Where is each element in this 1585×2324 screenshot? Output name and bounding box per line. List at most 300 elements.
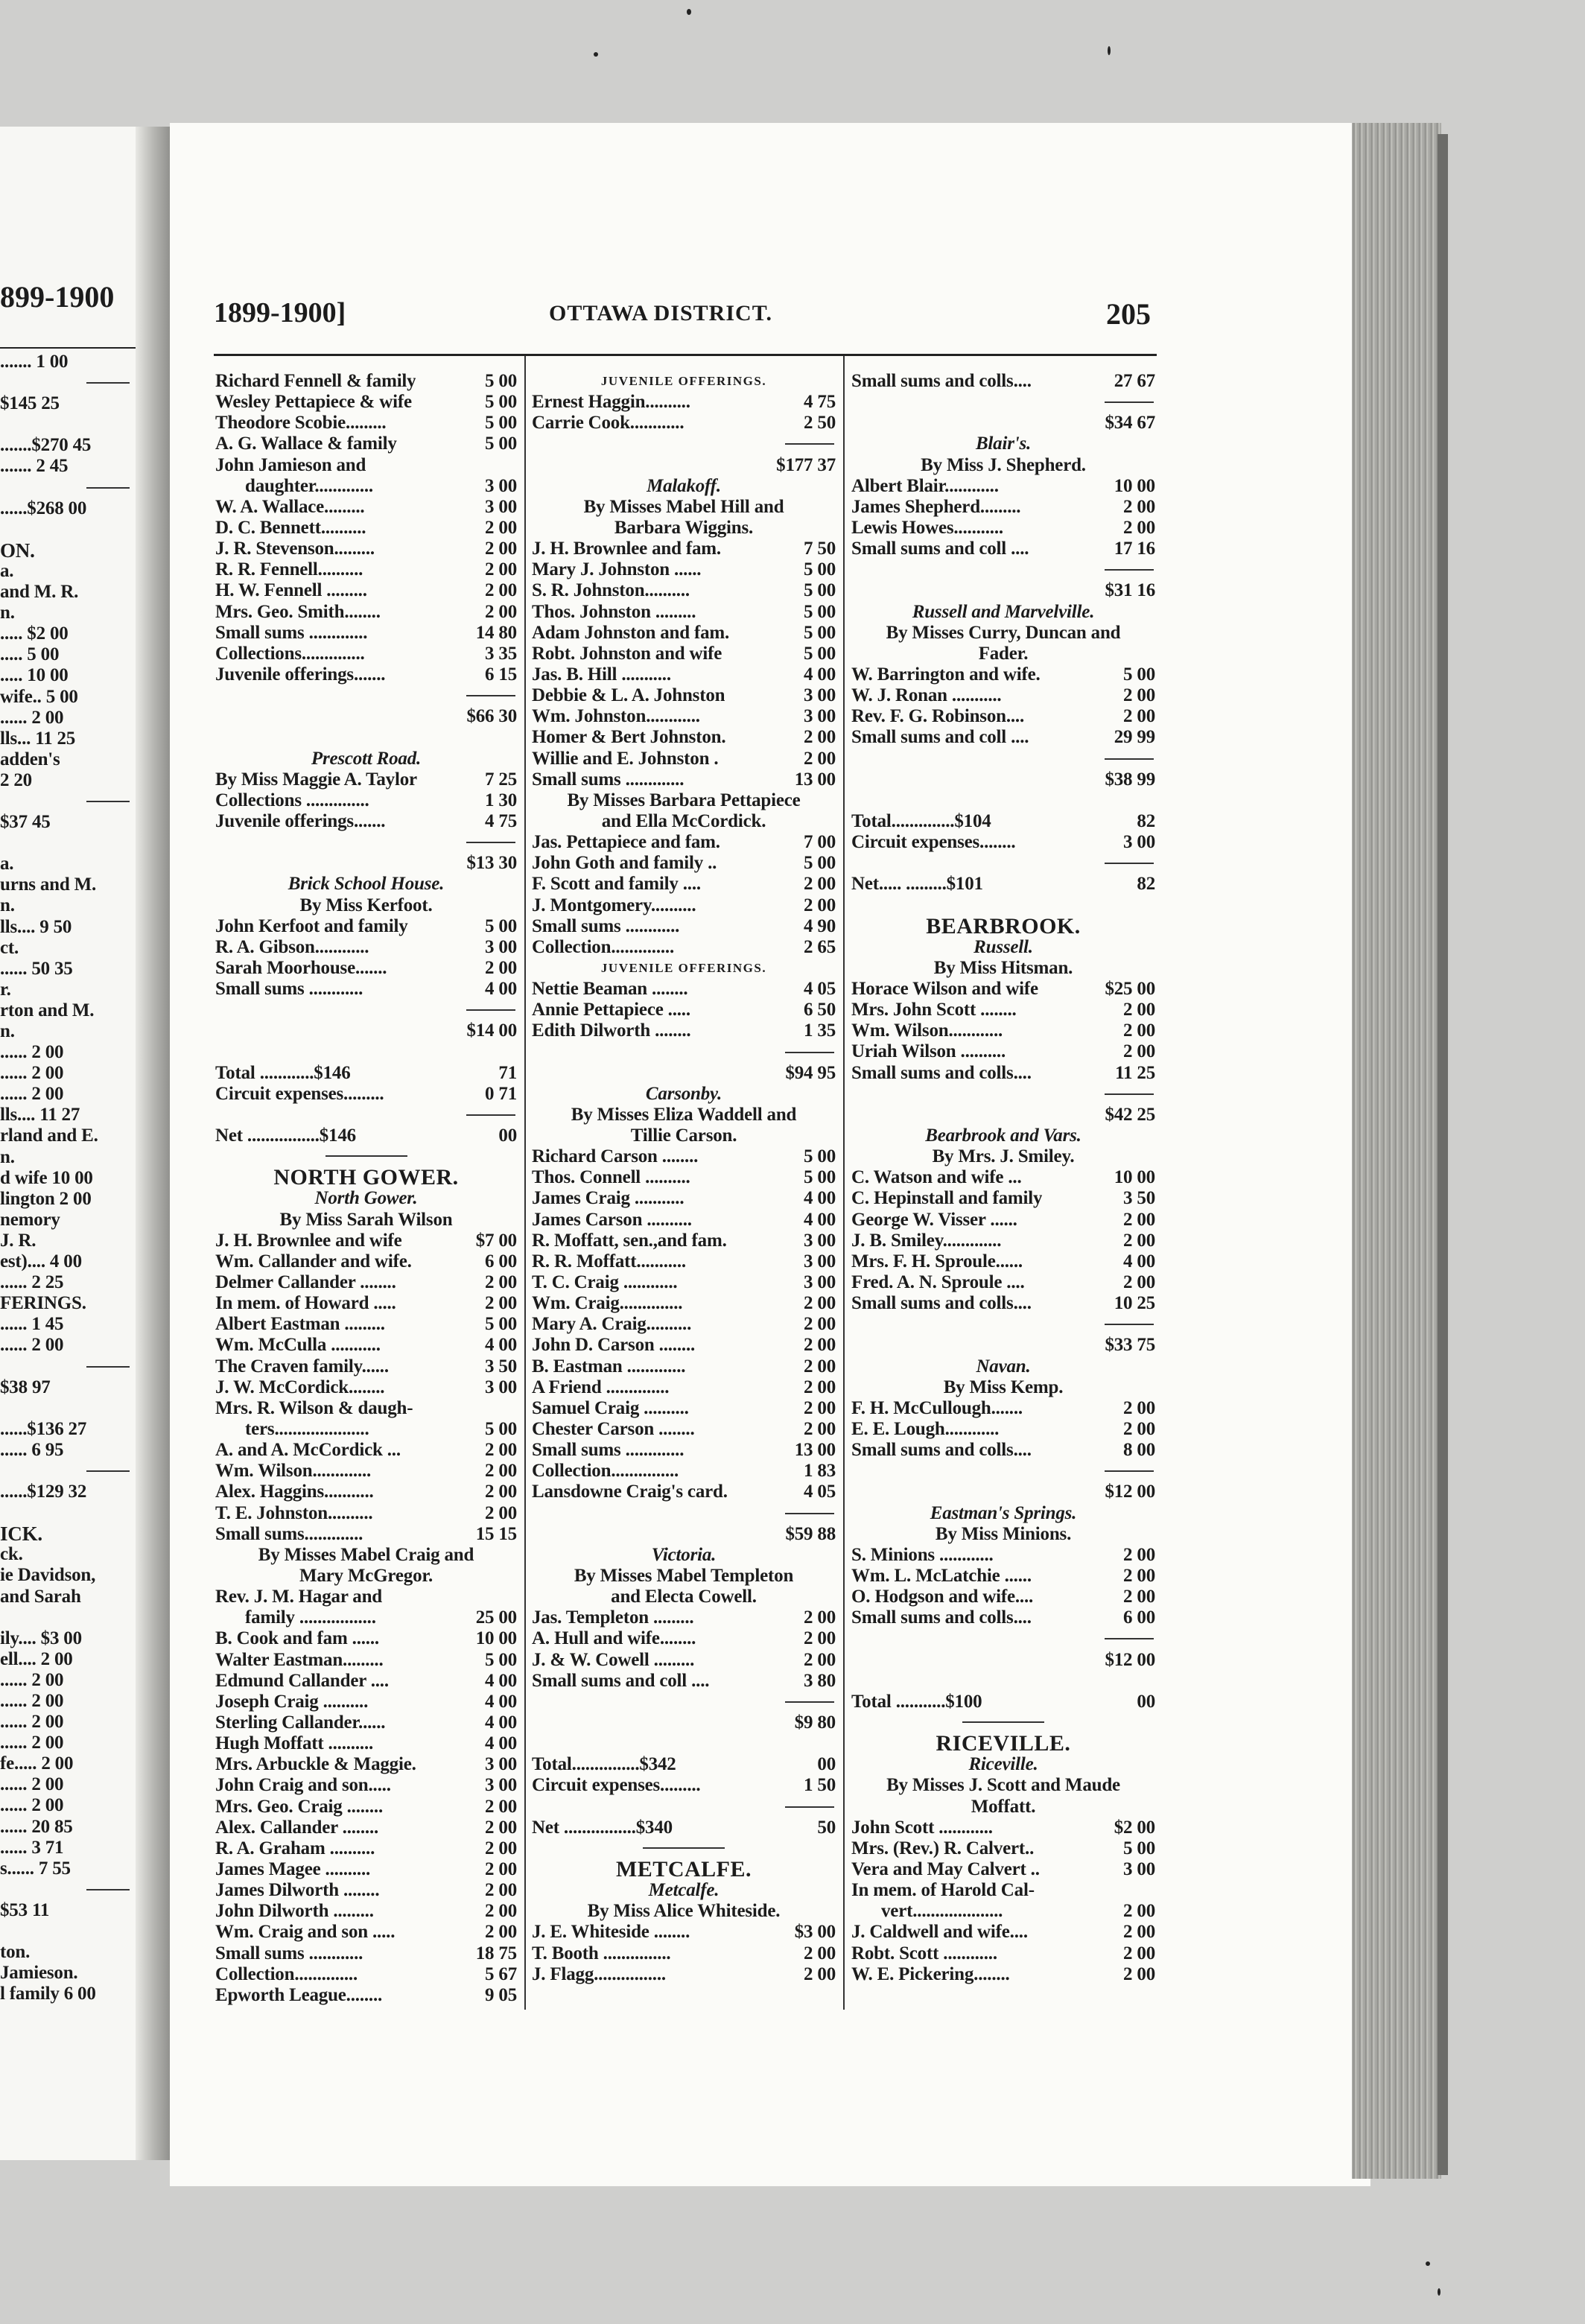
entry-name: C. Hepinstall and family	[851, 1188, 1043, 1209]
circuit-heading: RICEVILLE.	[936, 1733, 1071, 1755]
sum-rule	[532, 1503, 836, 1524]
entry-amount: 17 16	[1114, 539, 1155, 559]
ledger-entry	[851, 1063, 1155, 1084]
section-divider	[215, 1146, 517, 1167]
entry-amount: 10 25	[1114, 1293, 1155, 1314]
entry-name: Jas. B. Hill ...........	[532, 664, 671, 685]
entry-name: W. A. Wallace.........	[215, 496, 365, 517]
ledger-entry	[532, 916, 836, 937]
ledger-entry	[532, 937, 836, 958]
left-page-line: ...... 2 00	[0, 1084, 64, 1105]
scan-speck	[1426, 2261, 1430, 2266]
ledger-entry	[851, 1398, 1155, 1419]
entry-amount: 6 00	[1123, 1607, 1155, 1628]
collector-line: By Misses Mabel Hill and	[583, 496, 784, 517]
entry-amount: 3 00	[1123, 1858, 1155, 1879]
ledger-entry	[851, 1210, 1155, 1231]
left-page-line: ......$136 27	[0, 1418, 87, 1439]
running-head-title: OTTAWA DISTRICT.	[549, 301, 772, 326]
ledger-entry	[215, 559, 517, 580]
entry-amount: 82	[1137, 810, 1155, 831]
left-page-line: ...... 2 00	[0, 1795, 64, 1816]
entry-amount: 2 00	[1123, 685, 1155, 706]
entry-name: W. E. Pickering........	[851, 1963, 1010, 1984]
entry-amount: 2 00	[485, 1461, 517, 1482]
entry-name: R. A. Gibson............	[215, 936, 369, 957]
entry-name: Wm. Craig..............	[532, 1293, 683, 1314]
entry-name: J. R. Stevenson.........	[215, 539, 375, 559]
ledger-entry	[215, 1607, 517, 1628]
entry-amount: 14 80	[475, 622, 517, 643]
ledger-entry	[851, 1231, 1155, 1251]
subtotal-line	[532, 1712, 836, 1733]
ledger-entry	[851, 1943, 1155, 1964]
ledger-entry	[215, 455, 517, 476]
sum-rule	[532, 434, 836, 454]
running-head	[214, 296, 1151, 334]
section-divider	[851, 1712, 1155, 1733]
ledger-entry	[215, 623, 517, 644]
entry-name: Total ............$146	[215, 1062, 351, 1083]
ledger-entry	[851, 1042, 1155, 1063]
collector-line: By Misses Eliza Waddell and	[571, 1104, 797, 1125]
entry-amount: 6 15	[485, 664, 517, 685]
left-page-line: rton and M.	[0, 1000, 95, 1020]
subtotal-line	[851, 1650, 1155, 1671]
ledger-entry	[215, 392, 517, 413]
ledger-entry	[215, 1482, 517, 1502]
entry-amount: 10 00	[1114, 475, 1155, 496]
ledger-entry	[532, 1440, 836, 1461]
ledger-entry	[532, 1293, 836, 1314]
entry-name: Uriah Wilson ..........	[851, 1041, 1006, 1062]
entry-name: Collections ..............	[215, 790, 369, 810]
subtotal-line	[215, 1020, 517, 1041]
entry-name: Edmund Callander ....	[215, 1670, 389, 1691]
ledger-entry	[532, 749, 836, 769]
entry-name: The Craven family......	[215, 1356, 389, 1377]
entry-amount: 2 00	[804, 1963, 836, 1984]
ledger-entry	[215, 769, 517, 790]
entry-amount: 2 00	[485, 601, 517, 622]
ledger-entry	[215, 1398, 517, 1419]
subtotal-amount: $94 95	[785, 1062, 836, 1083]
entry-name: Alex. Haggins...........	[215, 1482, 374, 1502]
collector-line: By Misses J. Scott and Maude	[886, 1775, 1120, 1796]
left-page-line: ..... 5 00	[0, 644, 60, 665]
left-page-line: lington 2 00	[0, 1188, 92, 1209]
ledger-entry	[532, 706, 836, 727]
entry-name: T. E. Johnston..........	[215, 1502, 373, 1523]
subscription-column-1	[215, 371, 517, 2006]
ledger-entry	[532, 1461, 836, 1482]
left-page-line	[0, 414, 136, 435]
running-head-years: 1899-1900]	[214, 297, 346, 328]
entry-name: Richard Carson ........	[532, 1146, 699, 1167]
ledger-entry	[215, 1314, 517, 1335]
entry-amount: 3 00	[485, 496, 517, 517]
subtotal-amount: $12 00	[1105, 1649, 1155, 1670]
entry-name: B. Cook and fam ......	[215, 1628, 379, 1649]
left-page-line: J. R.	[0, 1230, 36, 1251]
ledger-entry	[851, 727, 1155, 748]
entry-amount: 7 25	[485, 769, 517, 790]
sum-rule	[215, 685, 517, 706]
ledger-entry	[851, 811, 1155, 832]
entry-name: Mrs. R. Wilson & daugh-	[215, 1397, 413, 1418]
ledger-entry	[215, 1335, 517, 1356]
entry-name: Small sums ............	[532, 915, 680, 936]
entry-name: John Scott ............	[851, 1817, 993, 1838]
collector-line: Barbara Wiggins.	[614, 517, 754, 538]
ledger-entry	[215, 1838, 517, 1859]
collector-line: By Miss Kemp.	[943, 1377, 1064, 1397]
left-page-line: fe..... 2 00	[0, 1753, 74, 1774]
appointment-heading: Eastman's Springs.	[930, 1502, 1077, 1523]
appointment-heading: Navan.	[976, 1356, 1031, 1377]
ledger-entry	[215, 811, 517, 832]
ledger-entry	[532, 1817, 836, 1838]
entry-name: James Dilworth ........	[215, 1880, 380, 1901]
entry-amount: 2 00	[1123, 1000, 1155, 1020]
juvenile-heading: JUVENILE OFFERINGS.	[600, 960, 767, 975]
entry-amount: 2 00	[804, 895, 836, 915]
left-page-line: a.	[0, 560, 14, 581]
appointment-heading: Russell and Marvelville.	[912, 601, 1095, 622]
entry-name: James Carson ..........	[532, 1209, 692, 1230]
entry-amount: 3 80	[804, 1670, 836, 1691]
entry-amount: 13 00	[794, 769, 836, 790]
subtotal-line	[851, 1105, 1155, 1126]
entry-amount: 4 00	[485, 1712, 517, 1733]
entry-amount: 11 25	[1115, 1062, 1155, 1083]
entry-amount: 2 00	[485, 1858, 517, 1879]
entry-name: John D. Carson ........	[532, 1335, 696, 1356]
sum-rule	[0, 372, 136, 393]
appointment-heading: Carsonby.	[645, 1083, 722, 1104]
left-page-line: ...... 20 85	[0, 1816, 73, 1837]
entry-name: James Shepherd.........	[851, 496, 1021, 517]
ledger-entry	[532, 685, 836, 706]
appointment-heading: Bearbrook and Vars.	[925, 1126, 1081, 1146]
entry-name: Juvenile offerings.......	[215, 664, 386, 685]
ledger-entry	[851, 1272, 1155, 1293]
sum-rule	[0, 1356, 136, 1377]
entry-name: John Dilworth .........	[215, 1901, 374, 1922]
entry-amount: 2 00	[485, 1293, 517, 1314]
left-page-line: ton.	[0, 1942, 31, 1963]
sum-rule	[215, 832, 517, 853]
entry-name: Joseph Craig ..........	[215, 1691, 369, 1712]
collector-line: Mary McGregor.	[299, 1566, 433, 1586]
ledger-entry	[851, 1000, 1155, 1020]
ledger-entry	[215, 580, 517, 601]
appointment-heading: Malakoff.	[647, 475, 721, 496]
left-page-line: ......$268 00	[0, 498, 87, 518]
entry-name: Mrs. John Scott ........	[851, 1000, 1017, 1020]
entry-amount: 00	[817, 1754, 836, 1775]
ledger-entry	[851, 1251, 1155, 1272]
entry-amount: 2 00	[1123, 1901, 1155, 1922]
ledger-entry	[532, 1671, 836, 1692]
ledger-entry	[215, 979, 517, 1000]
ledger-entry	[851, 1167, 1155, 1188]
left-page-line: urns and M.	[0, 874, 97, 895]
entry-amount: 5 67	[485, 1963, 517, 1984]
entry-name: Alex. Callander ........	[215, 1817, 379, 1838]
entry-amount: 2 00	[804, 1314, 836, 1335]
left-page-line: ...... 2 00	[0, 1712, 64, 1733]
left-page-running-head: 899-1900	[0, 280, 115, 314]
entry-name: By Miss Maggie A. Taylor	[215, 769, 417, 790]
ledger-entry	[532, 644, 836, 664]
entry-name: R. Moffatt, sen.,and fam.	[532, 1230, 727, 1251]
ledger-entry	[851, 1859, 1155, 1880]
ledger-entry	[215, 1880, 517, 1901]
entry-name: Net..... .........$101	[851, 874, 983, 895]
blank-line	[215, 727, 517, 748]
entry-amount: 3 00	[804, 685, 836, 706]
subtotal-amount: $13 30	[466, 853, 517, 874]
circuit-heading: NORTH GOWER.	[273, 1167, 459, 1189]
entry-name: John Goth and family ..	[532, 853, 717, 874]
entry-amount: 3 00	[485, 1377, 517, 1397]
entry-name: F. Scott and family ....	[532, 874, 701, 895]
left-page-line: $37 45	[0, 812, 51, 833]
entry-name: Epworth League........	[215, 1984, 383, 2005]
ledger-entry	[532, 832, 836, 853]
entry-name: family .................	[245, 1607, 376, 1628]
entry-name: Chester Carson ........	[532, 1419, 695, 1440]
entry-name: Net ................$146	[215, 1126, 356, 1146]
entry-amount: 2 00	[804, 1628, 836, 1649]
entry-name: J. B. Smiley.............	[851, 1230, 1002, 1251]
ledger-entry	[215, 1712, 517, 1733]
collector-line: By Miss Alice Whiteside.	[587, 1901, 781, 1922]
left-page-line: adden's	[0, 749, 60, 769]
entry-name: John Kerfoot and family	[215, 915, 408, 936]
ledger-entry	[532, 1943, 836, 1964]
entry-amount: 0 71	[485, 1083, 517, 1104]
left-page-line: FERINGS.	[0, 1293, 86, 1314]
entry-amount: 5 00	[485, 392, 517, 413]
ledger-entry	[532, 1377, 836, 1398]
entry-amount: 4 00	[1123, 1251, 1155, 1271]
ledger-entry	[215, 1964, 517, 1985]
ledger-entry	[215, 1356, 517, 1377]
left-page-line: ck.	[0, 1544, 23, 1565]
ledger-entry	[532, 1020, 836, 1041]
entry-name: Carrie Cook............	[532, 413, 684, 434]
left-page-line: ....... 2 45	[0, 456, 69, 477]
entry-amount: 1 35	[804, 1020, 836, 1041]
entry-name: Thos. Connell ..........	[532, 1167, 690, 1188]
entry-amount: 2 00	[485, 1482, 517, 1502]
sum-rule	[851, 1084, 1155, 1105]
left-page-line	[0, 1607, 136, 1628]
entry-name: Small sums .............	[532, 769, 684, 790]
entry-amount: 2 00	[804, 874, 836, 895]
entry-amount: $7 00	[475, 1230, 517, 1251]
entry-name: Small sums and colls....	[851, 1607, 1032, 1628]
page-edge-shadow	[1438, 134, 1448, 2175]
entry-amount: 9 05	[485, 1984, 517, 2005]
left-page-line: ...... 1 45	[0, 1314, 64, 1335]
entry-name: Walter Eastman.........	[215, 1649, 384, 1670]
entry-name: Lansdowne Craig's card.	[532, 1482, 728, 1502]
left-page-line: Jamieson.	[0, 1963, 78, 1984]
entry-name: C. Watson and wife ...	[851, 1167, 1022, 1188]
ledger-entry	[532, 1314, 836, 1335]
ledger-entry	[215, 476, 517, 497]
entry-amount: 13 00	[794, 1440, 836, 1461]
entry-name: Rev. F. G. Robinson....	[851, 706, 1025, 727]
entry-amount: 2 00	[804, 1943, 836, 1963]
left-page-line: .......$270 45	[0, 435, 92, 456]
entry-name: Wm. McCulla ...........	[215, 1335, 381, 1356]
left-page-line: ily.... $3 00	[0, 1628, 82, 1648]
entry-amount: 3 00	[804, 1230, 836, 1251]
sum-rule	[215, 1000, 517, 1020]
left-page-line: ell.... 2 00	[0, 1648, 73, 1669]
left-page-line: ..... $2 00	[0, 623, 69, 644]
entry-amount: 3 00	[804, 1251, 836, 1271]
ledger-entry	[532, 664, 836, 685]
left-page-line: 2 20	[0, 769, 32, 790]
entry-amount: 2 00	[1123, 1963, 1155, 1984]
entry-amount: 4 00	[485, 1691, 517, 1712]
entry-amount: 2 00	[1123, 1209, 1155, 1230]
left-page-line: rland and E.	[0, 1126, 98, 1146]
sum-rule	[851, 853, 1155, 874]
sum-rule	[851, 1628, 1155, 1649]
entry-amount: 18 75	[475, 1943, 517, 1963]
left-page-line	[0, 833, 136, 854]
entry-name: R. A. Graham ..........	[215, 1838, 375, 1858]
left-page-line: l family 6 00	[0, 1984, 96, 2004]
appointment-heading: Russell.	[973, 936, 1033, 957]
left-page-line: ..... 10 00	[0, 665, 69, 686]
ledger-entry	[851, 1922, 1155, 1943]
ledger-entry	[532, 1607, 836, 1628]
entry-name: Edith Dilworth ........	[532, 1020, 691, 1041]
column-rule-2	[843, 356, 845, 2010]
entry-name: Total...............$342	[532, 1754, 676, 1775]
ledger-entry	[851, 706, 1155, 727]
subtotal-line	[851, 1335, 1155, 1356]
entry-amount: 5 00	[485, 371, 517, 391]
entry-name: Albert Blair............	[851, 475, 999, 496]
left-page-line: n.	[0, 603, 15, 623]
left-page-line: est).... 4 00	[0, 1251, 82, 1272]
appointment-heading: Brick School House.	[288, 874, 445, 895]
left-page-line: $145 25	[0, 393, 60, 414]
left-page-line: nemory	[0, 1209, 60, 1230]
entry-amount: 5 00	[804, 1146, 836, 1167]
entry-amount: 3 50	[1123, 1188, 1155, 1209]
entry-amount: 6 00	[485, 1251, 517, 1271]
page-number: 205	[1106, 297, 1151, 331]
entry-name: F. H. McCullough.......	[851, 1397, 1023, 1418]
ledger-entry	[851, 1566, 1155, 1587]
entry-amount: 50	[817, 1817, 836, 1838]
ledger-entry	[851, 518, 1155, 539]
ledger-entry	[532, 1754, 836, 1775]
ledger-entry	[532, 392, 836, 413]
ledger-entry	[215, 1587, 517, 1607]
collector-line: By Miss Sarah Wilson	[279, 1209, 453, 1230]
left-page-line: and M. R.	[0, 582, 79, 603]
ledger-entry	[851, 1020, 1155, 1041]
ledger-entry	[215, 1650, 517, 1671]
entry-name: Thos. Johnston .........	[532, 601, 696, 622]
entry-name: J. H. Brownlee and wife	[215, 1230, 402, 1251]
left-page-line: ...... 6 95	[0, 1439, 64, 1460]
entry-amount: 2 00	[1123, 1943, 1155, 1963]
ledger-entry	[215, 1440, 517, 1461]
left-page-line: ...... 2 00	[0, 707, 64, 728]
entry-amount: 2 00	[804, 748, 836, 769]
entry-amount: 4 00	[485, 1335, 517, 1356]
entry-name: T. Booth ...............	[532, 1943, 671, 1963]
entry-name: Annie Pettapiece .....	[532, 1000, 690, 1020]
left-page-line: r.	[0, 979, 11, 1000]
ledger-entry	[851, 1901, 1155, 1922]
entry-name: Robt. Johnston and wife	[532, 643, 722, 664]
entry-amount: 5 00	[1123, 664, 1155, 685]
entry-name: Robt. Scott ............	[851, 1943, 997, 1963]
entry-name: Total ...........$100	[851, 1691, 982, 1712]
entry-amount: 2 00	[804, 1397, 836, 1418]
entry-amount: 2 00	[1123, 1587, 1155, 1607]
entry-name: Collections..............	[215, 643, 365, 664]
subtotal-line	[851, 580, 1155, 601]
entry-amount: $3 00	[794, 1922, 836, 1943]
entry-amount: 2 00	[485, 517, 517, 538]
subtotal-line	[851, 413, 1155, 434]
ledger-entry	[532, 1188, 836, 1209]
ledger-entry	[215, 1063, 517, 1084]
section-divider	[532, 1838, 836, 1859]
entry-amount: 3 00	[485, 1775, 517, 1796]
subtotal-amount: $34 67	[1105, 413, 1155, 434]
ledger-entry	[532, 1146, 836, 1167]
ledger-entry	[215, 1797, 517, 1817]
entry-name: Lewis Howes...........	[851, 517, 1003, 538]
ledger-entry	[215, 1943, 517, 1964]
ledger-entry	[532, 1272, 836, 1293]
entry-amount: 2 50	[804, 413, 836, 434]
left-page-line: $38 97	[0, 1377, 51, 1397]
appointment-heading: Blair's.	[975, 434, 1032, 454]
entry-amount: 3 00	[804, 706, 836, 727]
entry-name: In mem. of Howard .....	[215, 1293, 396, 1314]
entry-name: B. Eastman .............	[532, 1356, 686, 1377]
sum-rule	[851, 1461, 1155, 1482]
ledger-entry	[215, 371, 517, 392]
entry-amount: 15 15	[475, 1523, 517, 1544]
ledger-entry	[851, 1817, 1155, 1838]
ledger-entry	[215, 434, 517, 454]
entry-amount: 10 00	[475, 1628, 517, 1649]
left-page-line: n.	[0, 895, 15, 916]
subtotal-line	[851, 769, 1155, 790]
ledger-entry	[851, 1964, 1155, 1985]
entry-amount: 1 83	[804, 1461, 836, 1482]
ledger-entry	[532, 727, 836, 748]
entry-amount: 4 00	[804, 664, 836, 685]
ledger-entry	[215, 916, 517, 937]
